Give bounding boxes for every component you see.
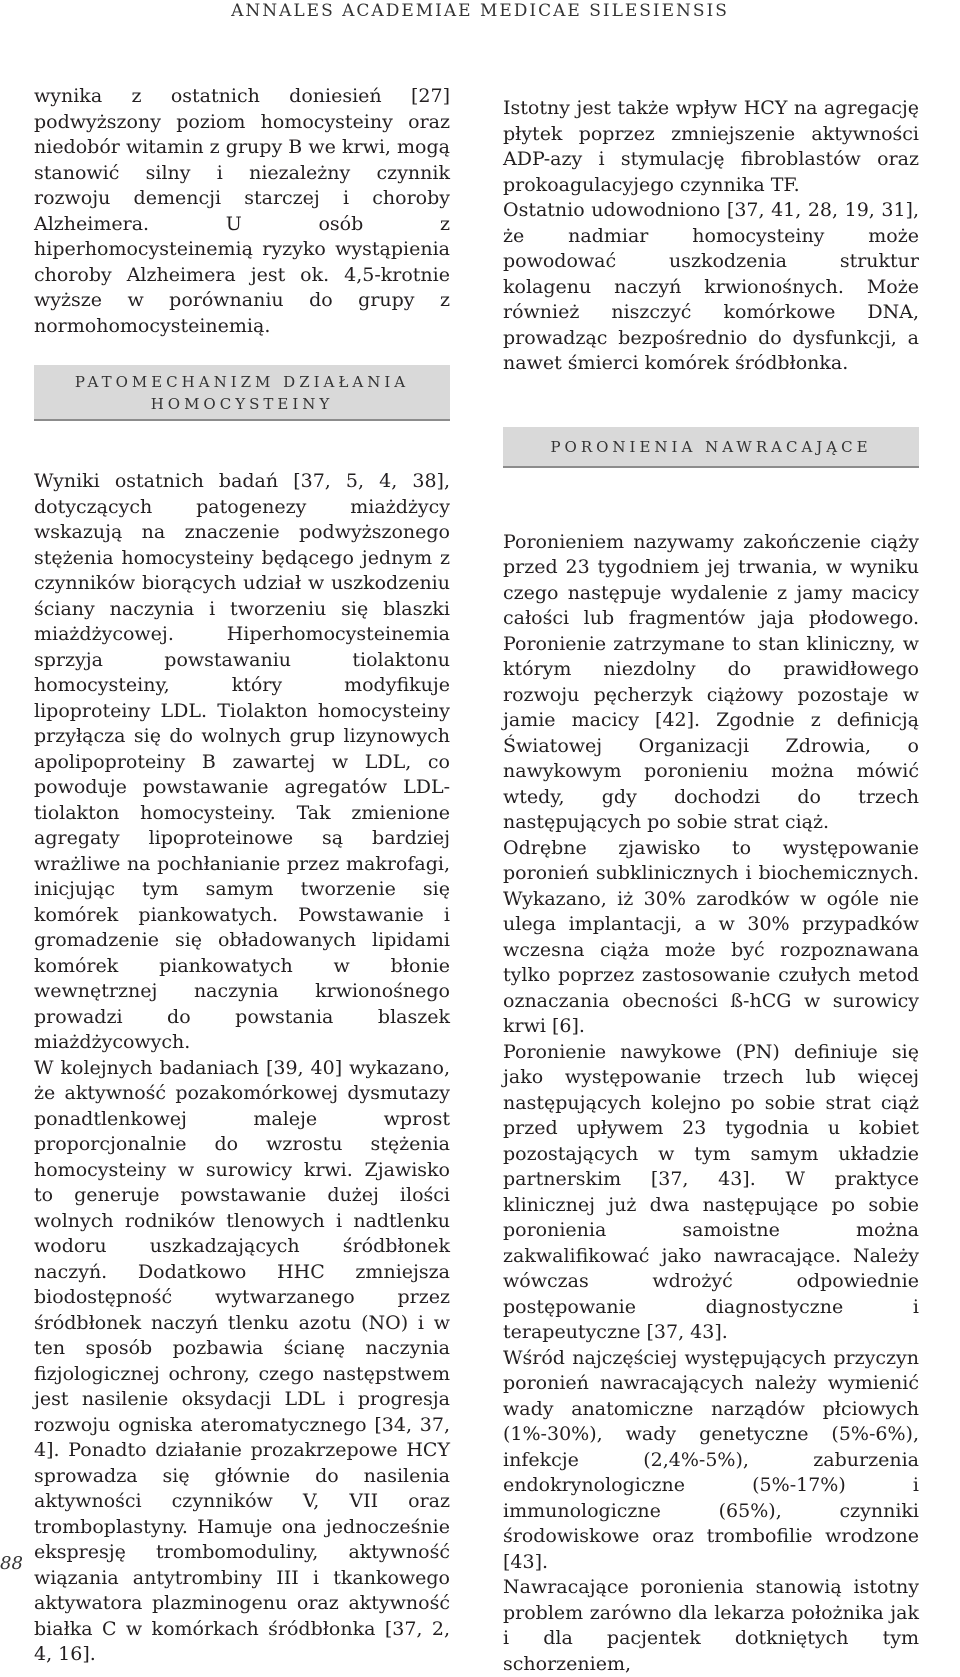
body-paragraph: Wśród najczęściej występujących przyczyn poronień nawracających należy wymienić wady anatomiczne narządów płciowych (1%-30%), wady genetyczne (5%-6%), infekcje (2,4%-5%), zaburzenia endokrynologiczne (5%-17%) i immunologiczne (65%), czynniki środowiskowe oraz trombofilie wrodzone [43]. <box>503 1346 919 1573</box>
right-column <box>503 96 919 1677</box>
body-paragraph: Poronieniem nazywamy zakończenie ciąży przed 23 tygodniem jej trwania, w wyniku czego następuje wydalenie z jamy macicy całości lub fragmentów jaja płodowego. Poronienie zatrzymane to stan kliniczny, w którym niezdolny do prawidłowego rozwoju pęcherzyk ciążowy pozostaje w jamie macicy [42]. Zgodnie z definicją Światowej Organizacji Zdrowia, o nawykowym poronieniu można mówić wtedy, gdy dochodzi do trzech następujących po sobie strat ciąż. <box>503 530 919 833</box>
body-paragraph: Odrębne zjawisko to występowanie poronień subklinicznych i biochemicznych. Wykazano, iż 30% zarodków w ogóle nie ulega implantacji, a w 30% przypadków wczesna ciąża może być rozpoznawana tylko poprzez zastosowanie czułych metod oznaczania obecności ß-hCG w surowicy krwi [6]. <box>503 836 919 1037</box>
body-paragraph: Nawracające poronienia stanowią istotny problem zarówno dla lekarza położnika jak i dla pacjentek dotkniętych tym schorzeniem, <box>503 1576 919 1675</box>
section-heading-line: PATOMECHANIZM DZIAŁANIA <box>74 373 410 391</box>
running-head: ANNALES ACADEMIAE MEDICAE SILESIENSIS <box>231 1 729 21</box>
section-heading-patomechanizm <box>34 365 450 421</box>
page-number: 88 <box>0 1553 23 1574</box>
section-heading-poronienia <box>503 427 919 468</box>
body-paragraph: W kolejnych badaniach [39, 40] wykazano, że aktywność pozakomórkowej dysmutazy ponadtlenkowej maleje wprost proporcjonalnie do wzrostu stężenia homocysteiny w surowicy krwi. Zjawisko to generuje powstawanie dużej ilości wolnych rodników tlenowych i nadtlenku wodoru uszkadzających śródbłonek naczyń. Dodatkowo HHC zmniejsza biodostępność wytwarzanego przez śródbłonek naczyń tlenku azotu (NO) i w ten sposób pozbawia ścianę naczynia fizjologicznej ochrony, czego następstwem jest nasilenie oksydacji LDL i progresja rozwoju ogniska ateromatycznego [34, 37, 4]. Ponadto działanie prozakrzepowe HCY sprowadza się głównie do nasilenia aktywności czynników V, VII oraz tromboplastyny. Hamuje ona jednocześnie ekspresję trombomoduliny, aktywność wiązania antytrombiny III i tkankowego aktywatora plazminogenu oraz aktywność białka C w komórkach śródbłonka [37, 2, 4, 16]. <box>34 1056 450 1665</box>
section-heading-line: PORONIENIA NAWRACAJĄCE <box>550 437 872 456</box>
body-paragraph: Poronienie nawykowe (PN) definiuje się jako występowanie trzech lub więcej następujących kolejno po sobie strat ciąż przed upływem 23 tygodnia u kobiet pozostających w tym samym układzie partnerskim [37, 43]. W praktyce klinicznej już dwa następujące po sobie poronienia samoistne można zakwalifikować jako nawracające. Należy wówczas wdrożyć odpowiednie postępowanie diagnostyczne i terapeutyczne [37, 43]. <box>503 1040 919 1343</box>
section-heading-line: HOMOCYSTEINY <box>150 395 334 413</box>
left-column <box>34 84 450 1668</box>
intro-paragraph: wynika z ostatnich doniesień [27] podwyższony poziom homocysteiny oraz niedobór witamin z grupy B we krwi, mogą stanowić silny i niezależny czynnik rozwoju demencji starczej i choroby Alzheimera. U osób z hiperhomocysteinemią ryzyko wystąpienia choroby Alzheimera jest ok. 4,5-krotnie wyższe w porównaniu do grupy z normohomocysteinemią. <box>34 85 450 337</box>
body-paragraph: Istotny jest także wpływ HCY na agregację płytek poprzez zmniejszenie aktywności ADP-azy i stymulację fibroblastów oraz prokoagulacyjego czynnika TF. <box>503 97 919 196</box>
body-paragraph: Ostatnio udowodniono [37, 41, 28, 19, 31], że nadmiar homocysteiny może powodować uszkodzenia struktur kolagenu naczyń krwionośnych. Może również niszczyć komórkowe DNA, prowadząc bezpośrednio do dysfunkcji, a nawet śmierci komórek śródbłonka. <box>503 199 919 374</box>
body-paragraph: Wyniki ostatnich badań [37, 5, 4, 38], dotyczących patogenezy miażdżycy wskazują na znaczenie podwyższonego stężenia homocysteiny będącego jednym z czynników biorących udział w uszkodzeniu ściany naczynia i tworzeniu się blaszki miażdżycowej. Hiperhomocysteinemia sprzyja powstawaniu tiolaktonu homocysteiny, który modyfikuje lipoproteiny LDL. Tiolakton homocysteiny przyłącza się do wolnych grup lizynowych apolipoproteiny B zawartej w LDL, co powoduje powstawanie agregatów LDL-tiolakton homocysteiny. Tak zmienione agregaty lipoproteinowe są bardziej wrażliwe na pochłanianie przez makrofagi, inicjując tym samym tworzenie się komórek piankowatych. Powstawanie i gromadzenie się obładowanych lipidami komórek piankowatych w błonie wewnętrznej naczynia krwionośnego prowadzi do powstania blaszek miażdżycowych. <box>34 470 450 1053</box>
